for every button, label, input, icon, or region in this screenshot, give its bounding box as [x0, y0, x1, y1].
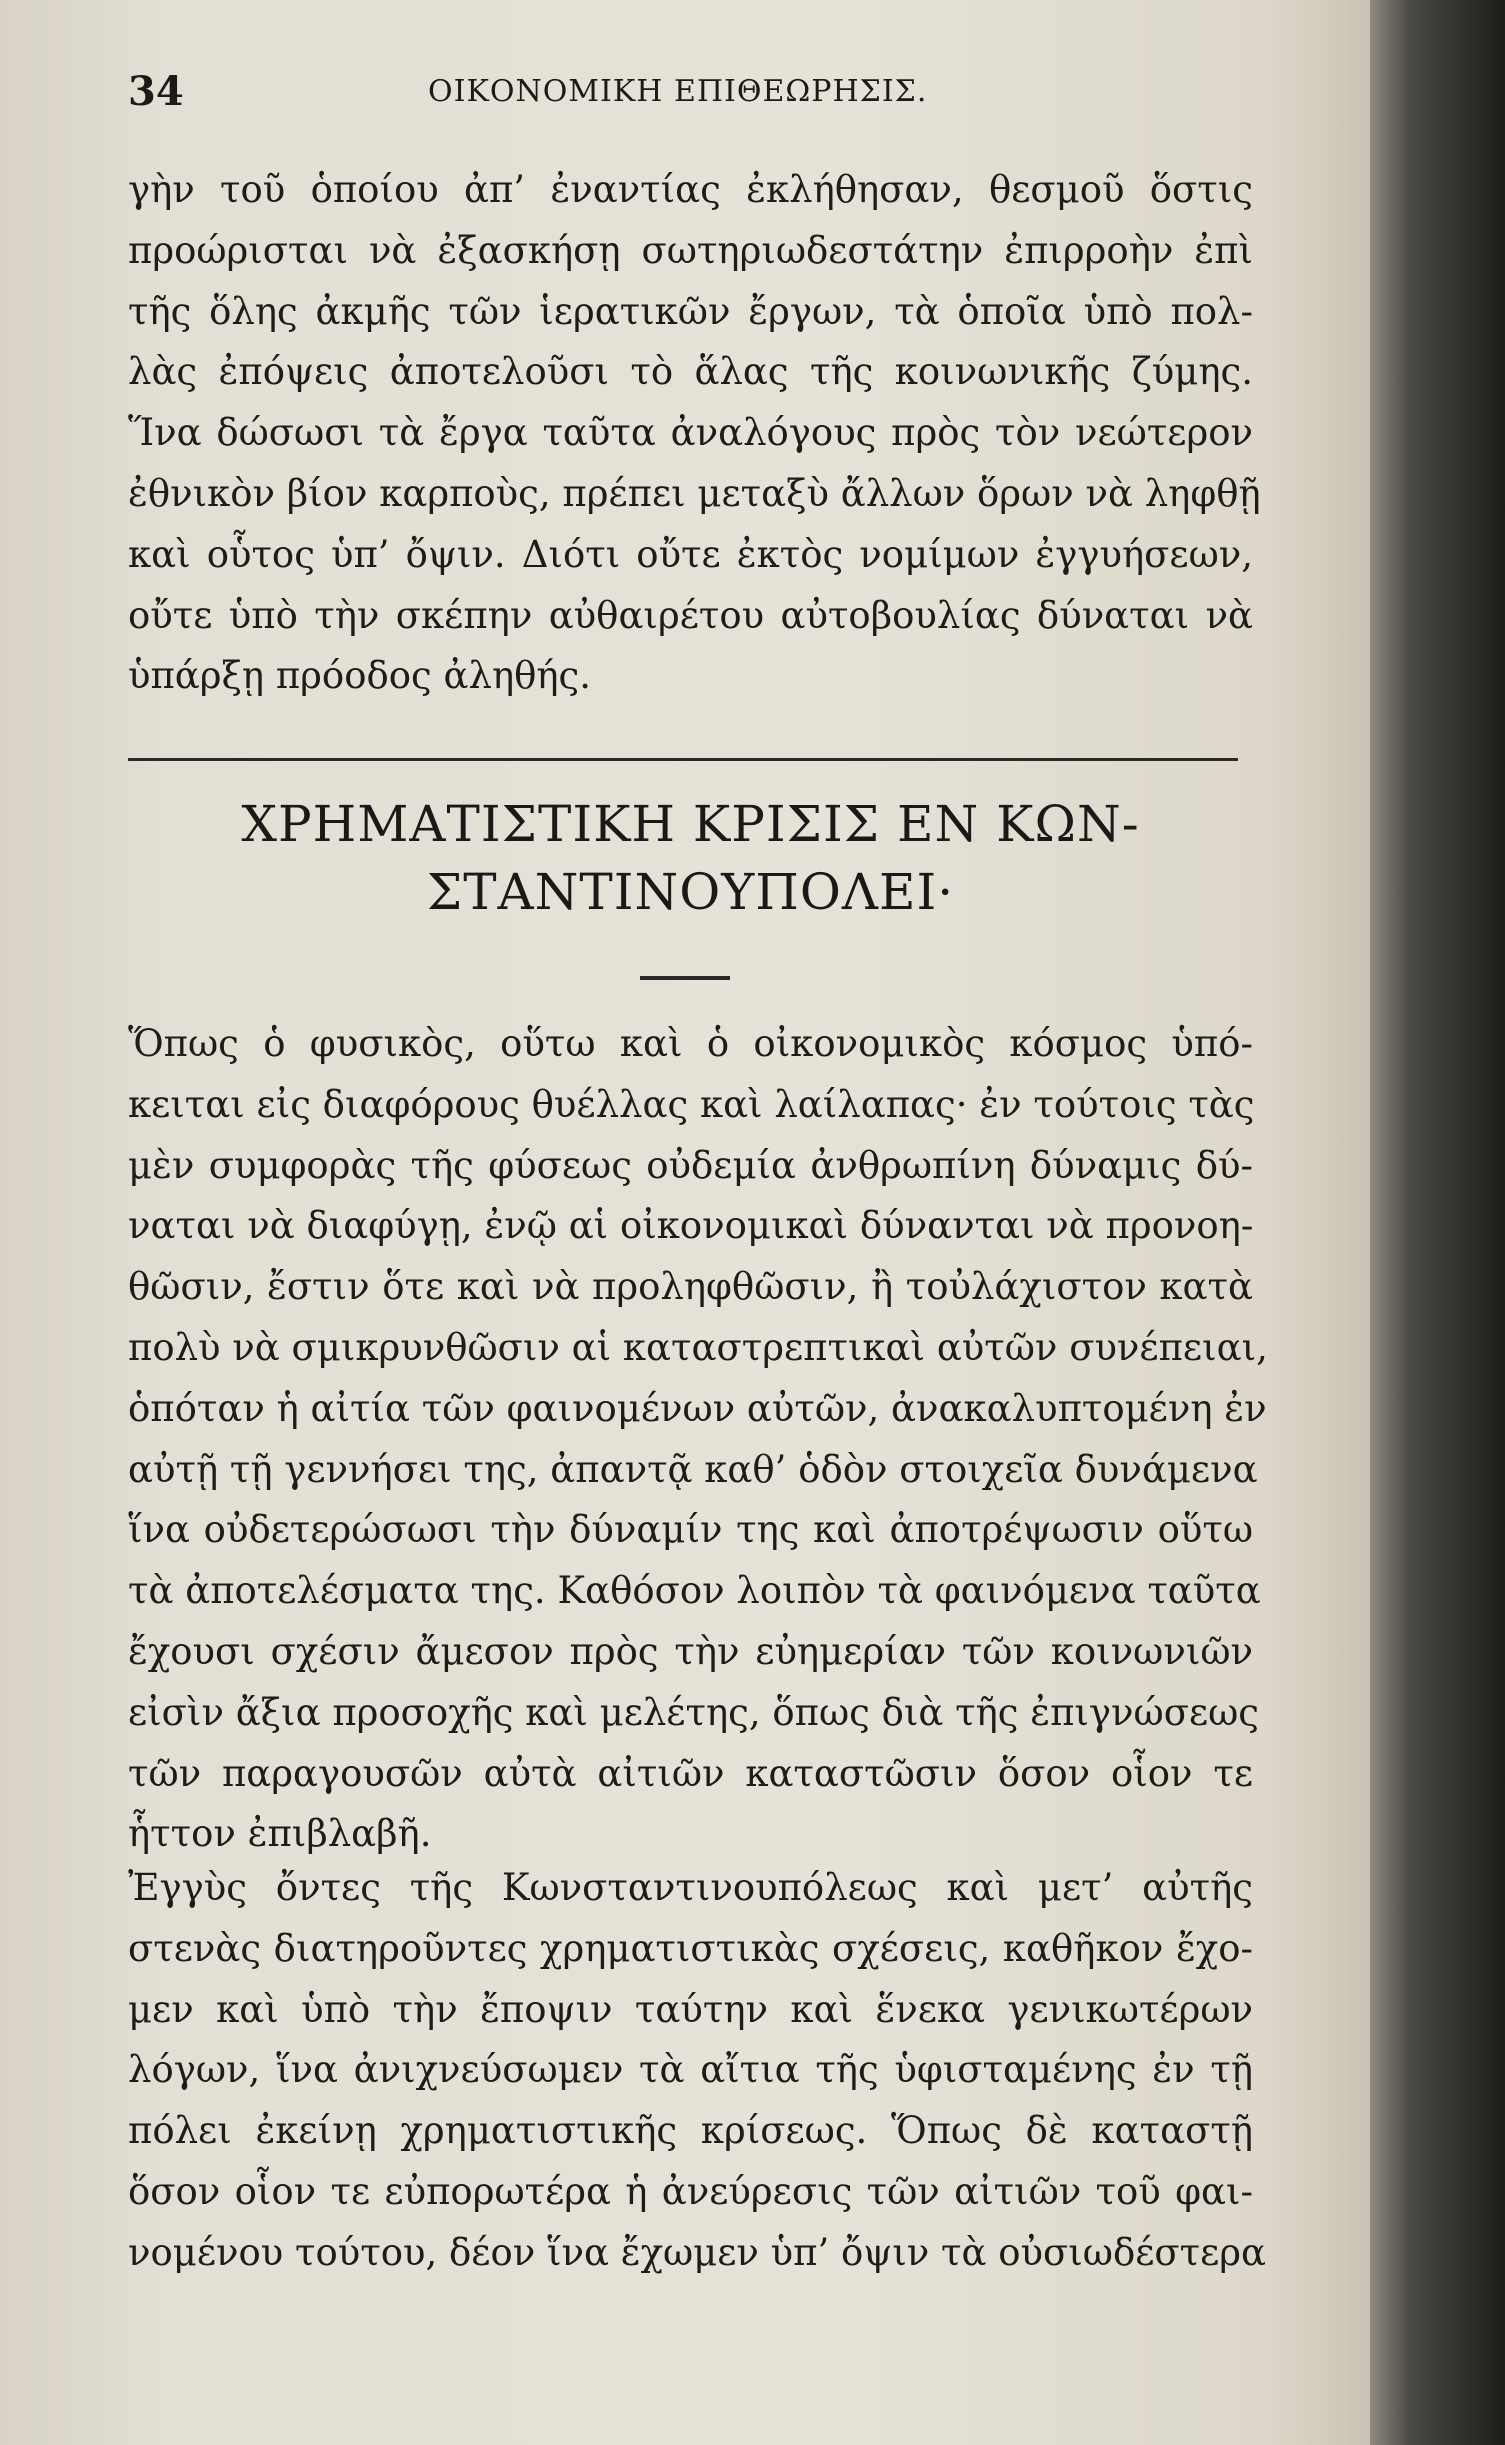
- text-line: τῶν παραγουσῶν αὐτὰ αἰτιῶν καταστῶσιν ὅσον οἷον τε: [128, 1751, 1253, 1795]
- text-line: Ἵνα δώσωσι τὰ ἔργα ταῦτα ἀναλόγους πρὸς τὸν νεώτερον: [128, 411, 1253, 455]
- paragraph-1: [128, 1014, 1268, 1865]
- text-line: ἧττον ἐπιβλαβῆ.: [128, 1812, 432, 1856]
- text-line: πόλει ἐκείνῃ χρηματιστικῆς κρίσεως. Ὅπως δὲ καταστῇ: [128, 2109, 1253, 2153]
- text-line: στενὰς διατηροῦντες χρηματιστικὰς σχέσεις, καθῆκον ἔχο-: [128, 1926, 1253, 1970]
- text-line: καὶ οὗτος ὑπ’ ὄψιν. Διότι οὔτε ἐκτὸς νομίμων ἐγγυήσεων,: [128, 532, 1253, 576]
- text-line: προώρισται νὰ ἐξασκήσῃ σωτηριωδεστάτην ἐπιρροὴν ἐπὶ: [128, 228, 1253, 272]
- text-line: εἰσὶν ἄξια προσοχῆς καὶ μελέτης, ὅπως διὰ τῆς ἐπιγνώσεως: [128, 1690, 1260, 1734]
- text-line: Ἐγγὺς ὄντες τῆς Κωνσταντινουπόλεως καὶ μετ’ αὐτῆς: [128, 1866, 1253, 1909]
- section-divider: [128, 758, 1238, 761]
- section-title-line: ΣΤΑΝΤΙΝΟΥΠΟΛΕΙ·: [426, 863, 955, 921]
- text-line: λόγων, ἵνα ἀνιχνεύσωμεν τὰ αἴτια τῆς ὑφισταμένης ἐν τῇ: [128, 2048, 1253, 2092]
- text-line: ὑπάρξῃ πρόοδος ἀληθής.: [128, 654, 592, 698]
- text-line: τῆς ὅλης ἀκμῆς τῶν ἱερατικῶν ἔργων, τὰ ὁποῖα ὑπὸ πολ-: [128, 289, 1253, 333]
- text-line: αὐτῇ τῇ γεννήσει της, ἀπαντᾷ καθ’ ὁδὸν στοιχεῖα δυνάμενα: [128, 1447, 1258, 1491]
- text-line: Ὅπως ὁ φυσικὸς, οὕτω καὶ ὁ οἰκονομικὸς κόσμος ὑπό-: [128, 1022, 1253, 1065]
- section-title: [128, 790, 1253, 926]
- page-header: [128, 68, 1248, 128]
- text-line: ἵνα οὐδετερώσωσι τὴν δύναμίν της καὶ ἀποτρέψωσιν οὕτω: [128, 1508, 1253, 1552]
- text-line: τὰ ἀποτελέσματα της. Καθόσον λοιπὸν τὰ φαινόμενα ταῦτα: [128, 1569, 1261, 1613]
- text-line: μεν καὶ ὑπὸ τὴν ἔποψιν ταύτην καὶ ἕνεκα γενικωτέρων: [128, 1987, 1253, 2031]
- text-line: νομένου τούτου, δέον ἵνα ἔχωμεν ὑπ’ ὄψιν τὰ οὐσιωδέστερα: [128, 2230, 1267, 2274]
- running-head: ΟΙΚΟΝΟΜΙΚΗ ΕΠΙΘΕΩΡΗΣΙΣ.: [428, 74, 928, 109]
- text-line: ἐθνικὸν βίον καρποὺς, πρέπει μεταξὺ ἄλλων ὅρων νὰ ληφθῇ: [128, 471, 1261, 515]
- text-line: θῶσιν, ἔστιν ὅτε καὶ νὰ προληφθῶσιν, ἢ τοὐλάχιστον κατὰ: [128, 1265, 1253, 1309]
- text-line: ὁπόταν ἡ αἰτία τῶν φαινομένων αὐτῶν, ἀνακαλυπτομένη ἐν: [128, 1386, 1267, 1430]
- text-line: μὲν συμφορὰς τῆς φύσεως οὐδεμία ἀνθρωπίνη δύναμις δύ-: [128, 1143, 1253, 1187]
- section-title-line: ΧΡΗΜΑΤΙΣΤΙΚΗ ΚΡΙΣΙΣ ΕΝ ΚΩΝ-: [241, 795, 1140, 853]
- text-line: λὰς ἐπόψεις ἀποτελοῦσι τὸ ἅλας τῆς κοινωνικῆς ζύμης.: [128, 350, 1253, 394]
- text-line: ναται νὰ διαφύγῃ, ἐνῷ αἱ οἰκονομικαὶ δύνανται νὰ προνοη-: [128, 1204, 1254, 1248]
- book-spine-shadow: [1370, 0, 1505, 2445]
- text-line: οὔτε ὑπὸ τὴν σκέπην αὐθαιρέτου αὐτοβουλίας δύναται νὰ: [128, 593, 1253, 637]
- text-line: κειται εἰς διαφόρους θυέλλας καὶ λαίλαπας· ἐν τούτοις τὰς: [128, 1082, 1255, 1126]
- text-line: ὅσον οἷον τε εὐπορωτέρα ἡ ἀνεύρεσις τῶν αἰτιῶν τοῦ φαι-: [128, 2169, 1253, 2213]
- page-number: 34: [128, 68, 184, 115]
- paragraph-2: [128, 1858, 1267, 2284]
- text-line: ἔχουσι σχέσιν ἄμεσον πρὸς τὴν εὐημερίαν τῶν κοινωνιῶν: [128, 1629, 1253, 1673]
- title-underline: [640, 976, 730, 980]
- intro-paragraph: [128, 160, 1261, 707]
- text-line: γὴν τοῦ ὁποίου ἀπ’ ἐναντίας ἐκλήθησαν, θεσμοῦ ὅστις: [128, 168, 1253, 211]
- text-line: πολὺ νὰ σμικρυνθῶσιν αἱ καταστρεπτικαὶ αὐτῶν συνέπειαι,: [128, 1325, 1268, 1369]
